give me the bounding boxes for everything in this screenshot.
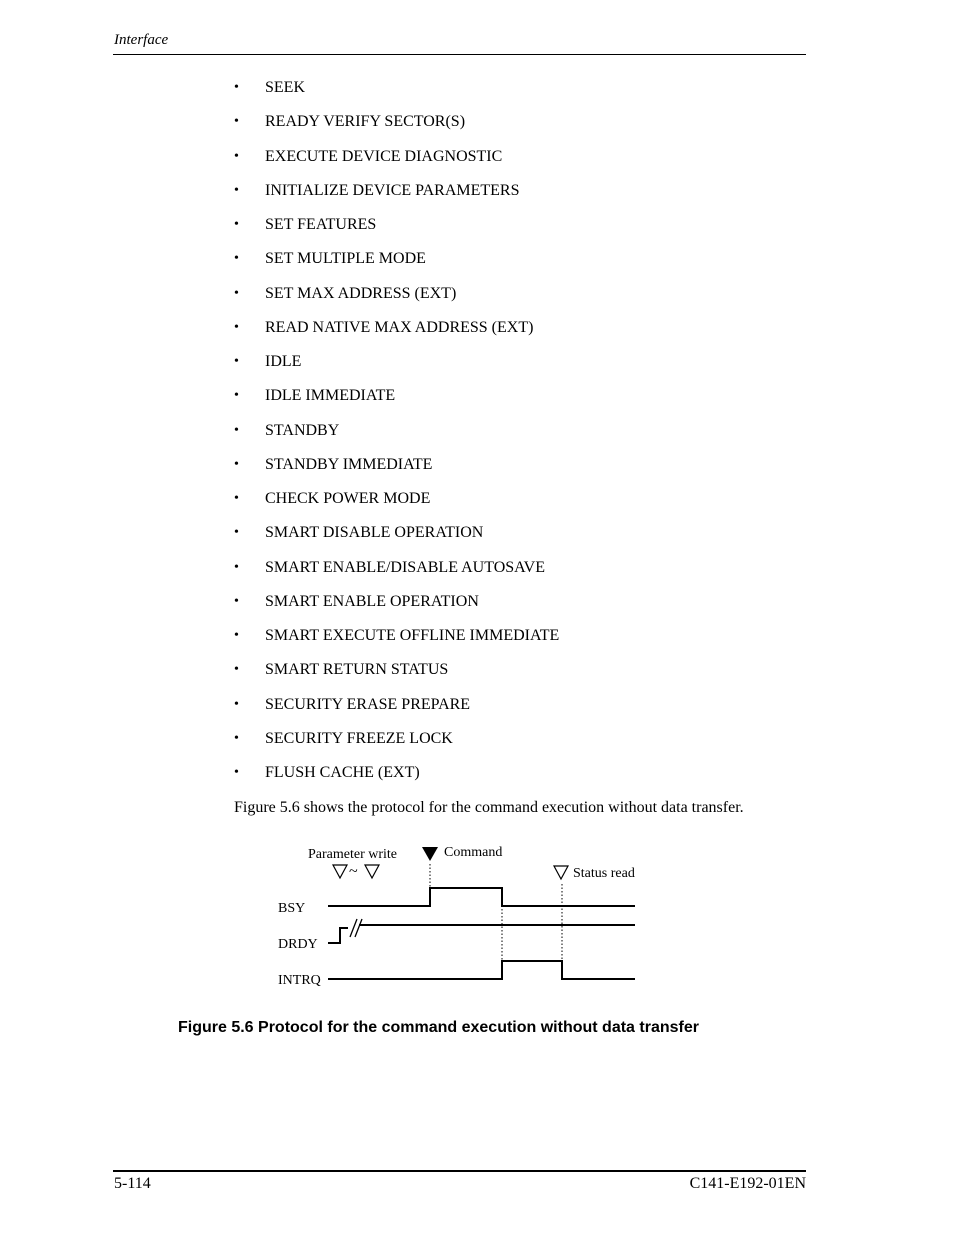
bullet-icon: • <box>234 251 239 267</box>
timing-diagram-svg <box>270 840 650 990</box>
intrq-waveform <box>328 961 635 979</box>
bullet-icon: • <box>234 662 239 678</box>
running-header: Interface <box>114 32 169 48</box>
footer-divider <box>113 1170 806 1172</box>
bullet-icon: • <box>234 148 239 164</box>
command-name: SET MULTIPLE MODE <box>265 250 426 268</box>
command-name: SECURITY ERASE PREPARE <box>265 695 471 713</box>
command-name: SECURITY FREEZE LOCK <box>265 729 453 747</box>
command-name: SMART DISABLE OPERATION <box>265 524 484 542</box>
bullet-icon: • <box>234 354 239 369</box>
bullet-icon: • <box>234 491 239 506</box>
command-name: SMART ENABLE OPERATION <box>265 592 479 610</box>
command-name: READ NATIVE MAX ADDRESS (EXT) <box>265 318 534 336</box>
bullet-icon: • <box>234 730 239 746</box>
command-name: SET MAX ADDRESS (EXT) <box>265 284 457 302</box>
command-name: STANDBY IMMEDIATE <box>265 455 433 473</box>
command-label: Command <box>444 845 503 860</box>
command-name: INITIALIZE DEVICE PARAMETERS <box>265 181 520 199</box>
bullet-icon: • <box>234 114 239 130</box>
command-name: SMART EXECUTE OFFLINE IMMEDIATE <box>265 627 560 644</box>
command-name: SMART RETURN STATUS <box>265 661 449 679</box>
parameter-write-label: Parameter write <box>308 847 398 862</box>
bullet-icon: • <box>234 319 239 335</box>
bullet-icon: • <box>234 765 239 780</box>
bullet-icon: • <box>234 388 239 404</box>
document-code: C141-E192-01EN <box>689 1175 806 1192</box>
command-name: READY VERIFY SECTOR(S) <box>265 113 466 131</box>
bullet-icon: • <box>234 696 239 712</box>
bullet-icon: • <box>234 80 239 95</box>
bsy-waveform <box>328 888 635 906</box>
command-name: CHECK POWER MODE <box>265 490 431 507</box>
bullet-icon: • <box>234 525 239 541</box>
bullet-icon: • <box>234 422 239 438</box>
status-read-marker-icon <box>554 866 568 879</box>
command-name: SET FEATURES <box>265 216 377 233</box>
command-name: SEEK <box>265 79 305 96</box>
signal-label-intrq: INTRQ <box>278 973 321 988</box>
figure-intro-paragraph: Figure 5.6 shows the protocol for the command execution without data transfer. <box>234 799 744 816</box>
timing-diagram <box>270 840 650 990</box>
signal-label-drdy: DRDY <box>278 937 318 952</box>
bullet-icon: • <box>234 628 239 643</box>
tilde-label: ~ <box>349 863 358 880</box>
header-divider <box>113 54 806 55</box>
command-marker-icon <box>422 847 438 861</box>
parameter-write-end-marker-icon <box>365 865 379 878</box>
bullet-icon: • <box>234 217 239 232</box>
parameter-write-start-marker-icon <box>333 865 347 878</box>
command-name: IDLE <box>265 353 302 370</box>
bullet-icon: • <box>234 593 239 609</box>
command-name: IDLE IMMEDIATE <box>265 387 396 405</box>
bullet-icon: • <box>234 182 239 198</box>
command-name: SMART ENABLE/DISABLE AUTOSAVE <box>265 558 545 576</box>
command-name: EXECUTE DEVICE DIAGNOSTIC <box>265 147 503 165</box>
bullet-icon: • <box>234 456 239 472</box>
bullet-icon: • <box>234 285 239 301</box>
status-read-label: Status read <box>573 866 635 881</box>
bullet-icon: • <box>234 559 239 575</box>
signal-label-bsy: BSY <box>278 901 306 916</box>
drdy-waveform-rise <box>328 928 348 943</box>
page-number: 5-114 <box>114 1175 151 1192</box>
figure-caption: Figure 5.6 Protocol for the command execution without data transfer <box>178 1019 699 1036</box>
command-name: FLUSH CACHE (EXT) <box>265 764 420 781</box>
command-name: STANDBY <box>265 421 340 439</box>
